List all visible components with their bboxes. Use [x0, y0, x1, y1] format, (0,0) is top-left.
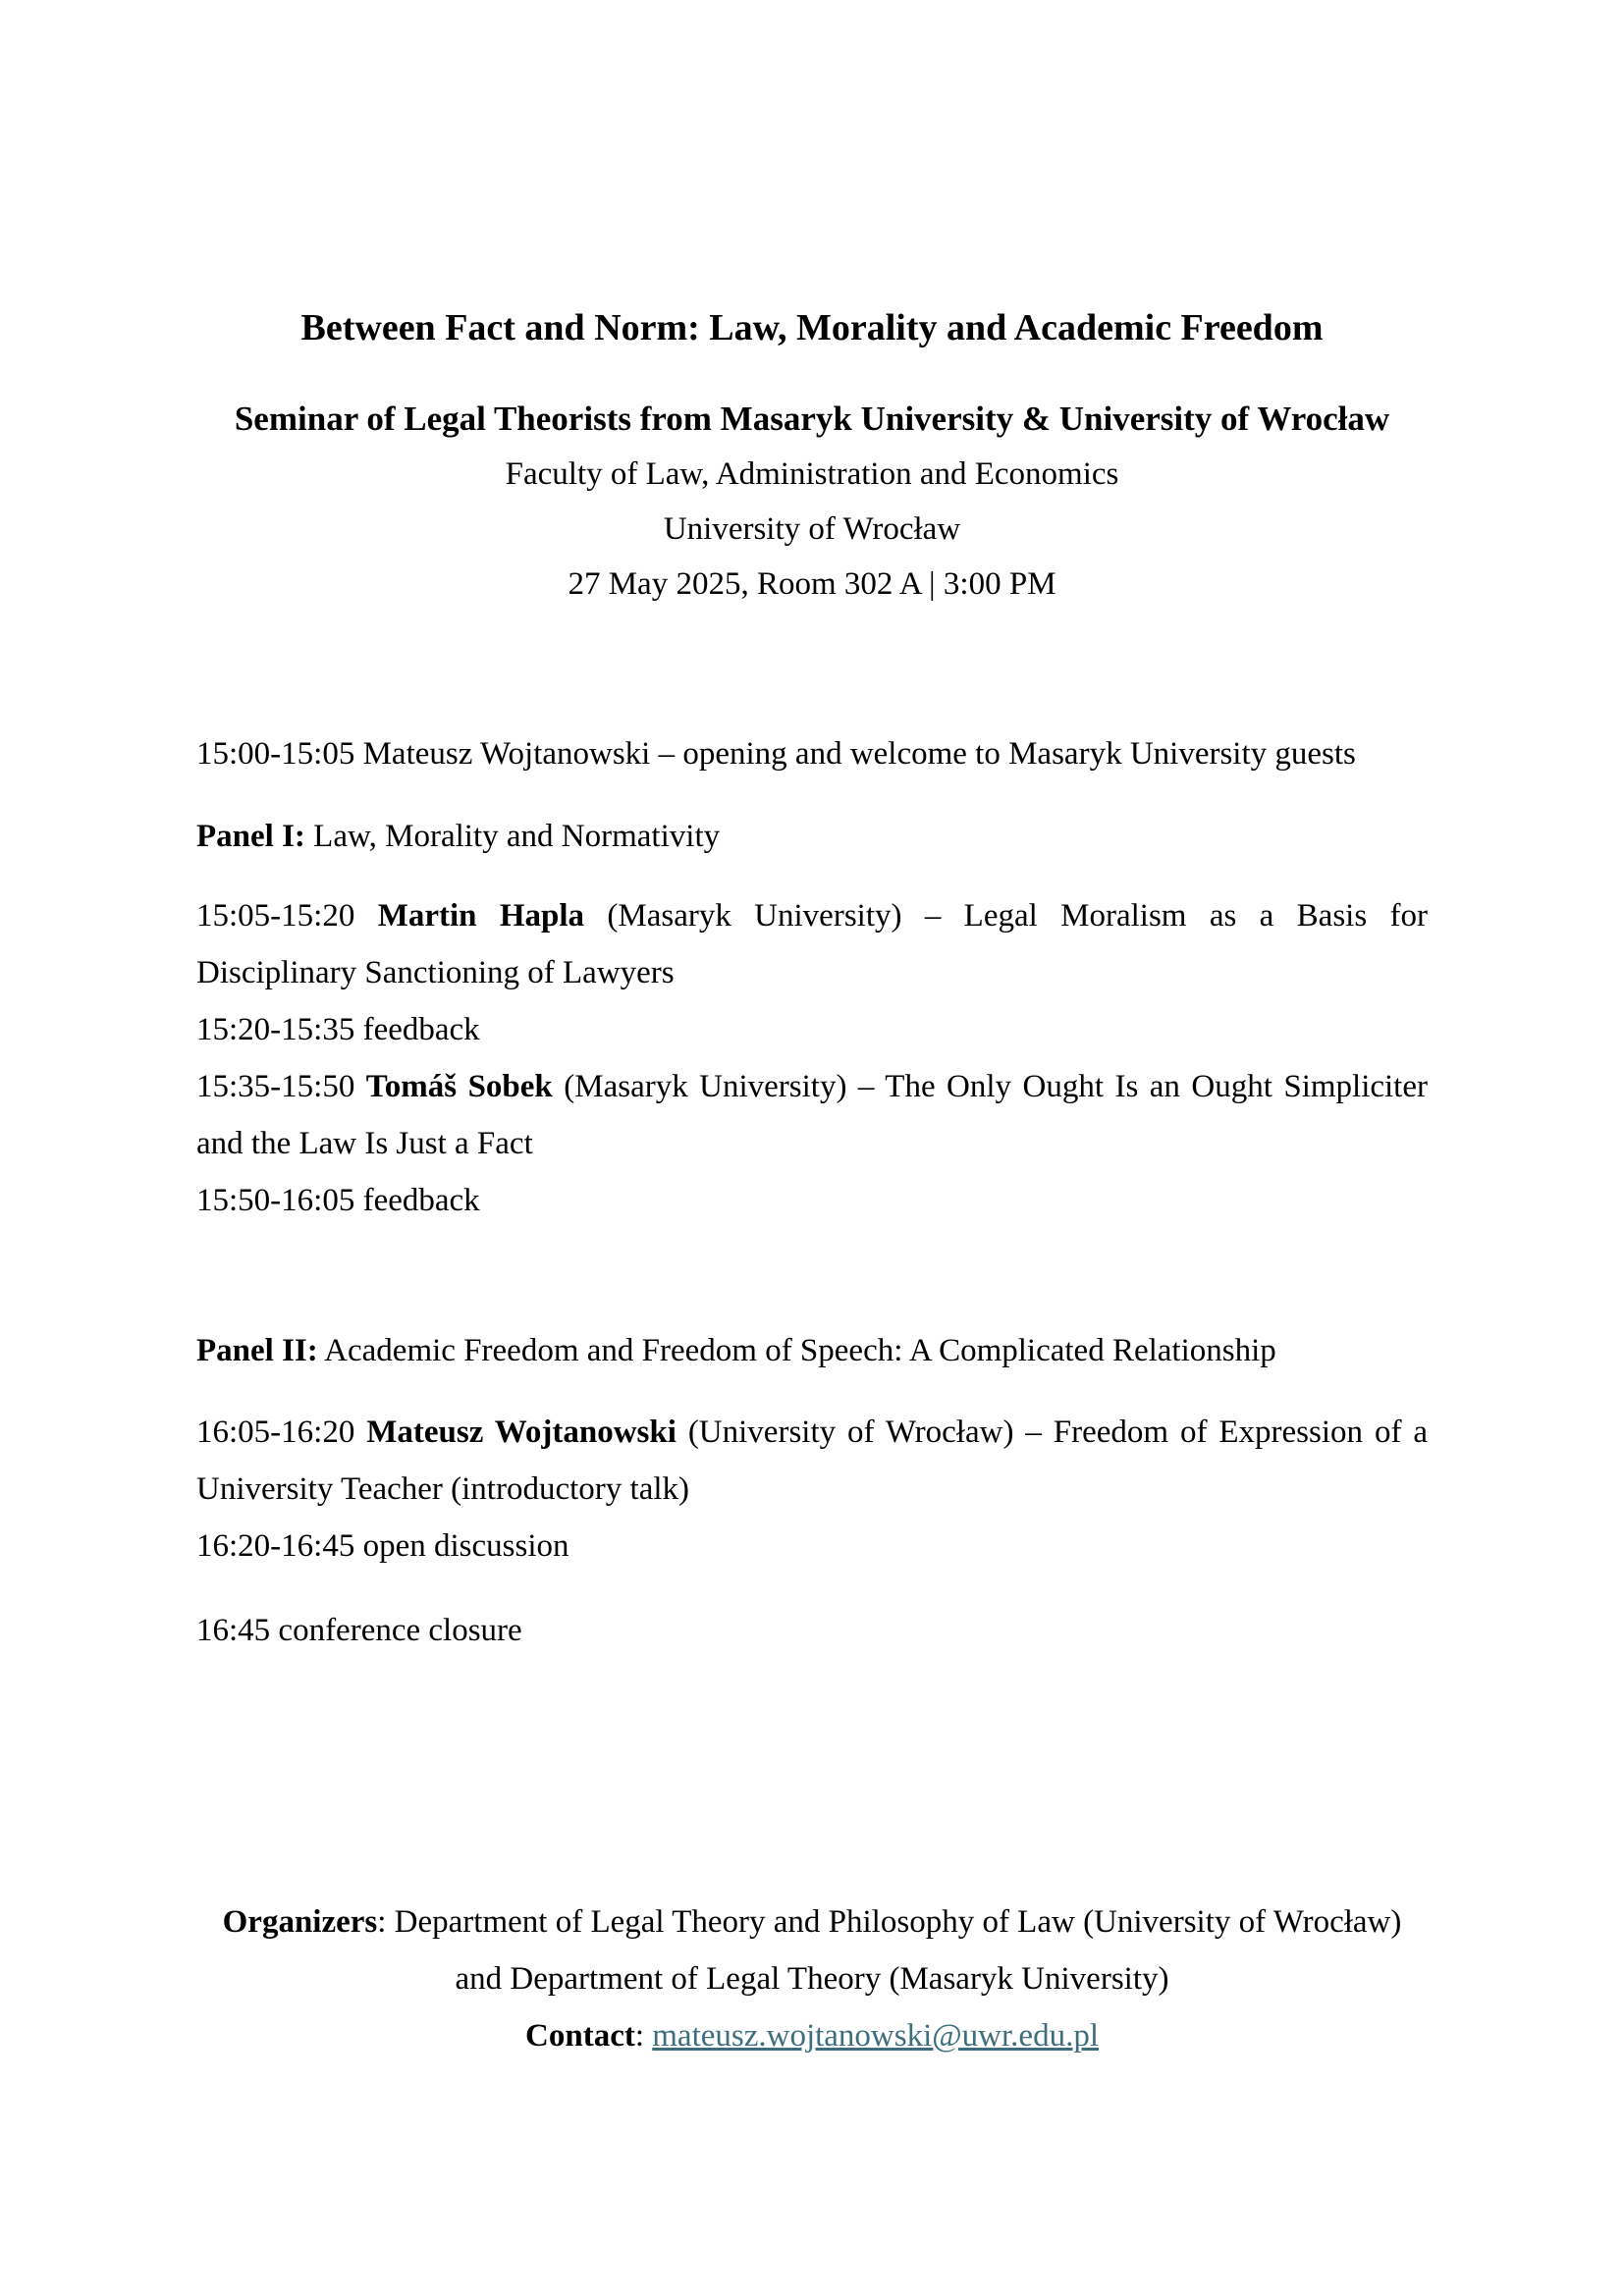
talk2-description: (Masaryk University) – The Only Ought Is an Ought Simpliciter and the Law Is Just a Fact	[196, 1069, 1428, 1161]
discussion-item: 16:20-16:45 open discussion	[196, 1528, 569, 1564]
feedback2-item: 15:50-16:05 feedback	[196, 1183, 480, 1218]
opening-item: 15:00-15:05 Mateusz Wojtanowski – opening and welcome to Masaryk University guests	[196, 736, 1356, 772]
talk2-time: 15:35-15:50	[196, 1069, 366, 1104]
talk3-time: 16:05-16:20	[196, 1415, 367, 1450]
talk1-speaker: Martin Hapla	[377, 898, 585, 934]
seminar-subtitle: Seminar of Legal Theorists from Masaryk University & University of Wrocław	[234, 400, 1390, 438]
panel1-title: Law, Morality and Normativity	[304, 819, 721, 854]
panel1-items	[196, 887, 1428, 1229]
panel2-items	[196, 1404, 1428, 1575]
panel2-label: Panel II:	[196, 1333, 318, 1368]
panel1-heading	[196, 808, 1428, 865]
talk1-description: (Masaryk University) – Legal Moralism as a Basis for Disciplinary Sanctioning of Lawyers	[196, 898, 1428, 990]
talk3-description: (University of Wrocław) – Freedom of Expression of a University Teacher (introductory talk)	[196, 1415, 1428, 1507]
talk2-speaker: Tomáš Sobek	[365, 1069, 553, 1104]
talk3-speaker: Mateusz Wojtanowski	[366, 1415, 677, 1450]
talk1-time: 15:05-15:20	[196, 898, 378, 934]
university-line: University of Wrocław	[663, 511, 961, 547]
footer-section	[196, 1894, 1428, 2064]
organizers-line2: and Department of Legal Theory (Masaryk University)	[455, 1961, 1169, 1997]
feedback1-item: 15:20-15:35 feedback	[196, 1012, 480, 1047]
organizers-text: : Department of Legal Theory and Philosophy of Law (University of Wrocław)	[377, 1904, 1402, 1940]
talk1-item	[196, 887, 1428, 1001]
contact-line	[196, 2007, 1428, 2064]
faculty-line: Faculty of Law, Administration and Economics	[505, 456, 1119, 492]
schedule-section	[196, 725, 1428, 1659]
organizers-label: Organizers	[222, 1904, 378, 1940]
contact-email-link[interactable]: mateusz.wojtanowski@uwr.edu.pl	[652, 2018, 1099, 2054]
panel2-title: Academic Freedom and Freedom of Speech: A Complicated Relationship	[317, 1333, 1276, 1368]
talk3-item	[196, 1404, 1428, 1518]
panel2-heading	[196, 1322, 1428, 1379]
document-title: Between Fact and Norm: Law, Morality and Academic Freedom	[300, 307, 1324, 348]
organizers-line1	[196, 1894, 1428, 1950]
date-room-time-line: 27 May 2025, Room 302 A | 3:00 PM	[568, 566, 1056, 602]
contact-separator: :	[634, 2018, 653, 2054]
closure-item: 16:45 conference closure	[196, 1613, 522, 1648]
contact-label: Contact	[525, 2018, 635, 2054]
panel1-label: Panel I:	[196, 819, 305, 854]
talk2-item	[196, 1058, 1428, 1172]
